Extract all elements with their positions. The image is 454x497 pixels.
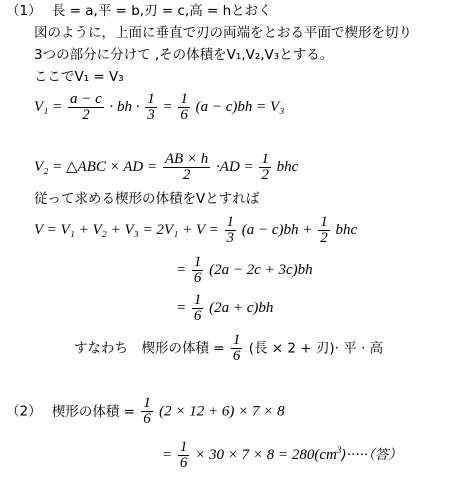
part2-answer-mark: )·····（答） — [341, 446, 402, 463]
step2-equation — [176, 255, 313, 286]
conclusion-fraction — [231, 333, 243, 364]
conclusion-lead: すなわち 楔形の体積 = — [74, 340, 225, 357]
vsum-fraction-1 — [225, 215, 237, 246]
part2-line-2-tail: × 30 × 7 × 8 = 280(cm — [195, 446, 337, 463]
part2-line-1-tail: (2 × 12 + 6) × 7 × 8 — [159, 403, 285, 420]
v1-lhs: V₁ = — [34, 98, 63, 115]
v1-tail: (a − c)bh = V₃ — [195, 98, 285, 115]
step2-tail: (2a − 2c + 3c)bh — [209, 261, 313, 278]
v2-fraction-2 — [259, 152, 271, 183]
step2-fraction — [192, 255, 204, 286]
step3-fraction-numerator: 1 — [193, 292, 202, 308]
v1-fraction-3 — [178, 92, 190, 123]
v1-fraction-3-denominator: 6 — [180, 107, 188, 123]
v1-fraction-2-numerator: 1 — [147, 91, 155, 107]
v2-equation — [34, 152, 298, 183]
part1-label: （1） — [6, 3, 42, 19]
vsum-fraction-2 — [318, 215, 330, 246]
vsum-tail: bhc — [335, 221, 358, 238]
v1-equation — [34, 92, 284, 123]
vsum-fraction-1-denominator: 3 — [226, 230, 235, 246]
v1-middle: · bh · — [109, 98, 140, 115]
part2-fraction-2 — [178, 440, 190, 471]
v2-tail: bhc — [276, 158, 299, 175]
part2-exponent: 3 — [336, 444, 342, 455]
part2-fraction-1-denominator: 6 — [143, 411, 151, 427]
part2-line-1 — [6, 396, 285, 427]
v2-fraction-2-numerator: 1 — [261, 151, 269, 167]
conclusion-tail: (長 × 2 + 刃)· 平 · 高 — [248, 340, 384, 357]
v2-fraction-1-numerator: AB × h — [164, 151, 209, 167]
part2-line-2 — [162, 440, 402, 471]
part2-fraction-1 — [141, 396, 153, 427]
conclusion-fraction-denominator: 6 — [232, 348, 241, 364]
conclusion-fraction-numerator: 1 — [232, 332, 241, 348]
part1-definition-line — [6, 2, 272, 20]
conclusion-line — [74, 333, 383, 364]
part1-definition: 長 = a,平 = b,刃 = c,高 = hとおく — [51, 3, 272, 19]
v1-fraction-1-denominator: 2 — [82, 107, 90, 123]
v2-middle: ·AD = — [216, 158, 254, 175]
vsum-lhs: V = V₁ + V₂ + V₃ = 2V₁ + V = — [34, 221, 219, 238]
part2-fraction-1-numerator: 1 — [143, 395, 151, 411]
part1-description-3: ここでV₁ = V₃ — [34, 69, 124, 85]
part2-line-2-equals: = — [162, 446, 173, 463]
v2-fraction-2-denominator: 2 — [261, 167, 269, 183]
step2-fraction-denominator: 6 — [193, 270, 202, 286]
step3-tail: (2a + c)bh — [209, 299, 274, 316]
vsum-equation — [34, 215, 357, 246]
part1-description-1: 図のように，上面に垂直で刃の両端をとおる平面で楔形を切り — [34, 25, 412, 41]
v1-fraction-1 — [68, 92, 104, 123]
part2-fraction-2-denominator: 6 — [179, 455, 188, 471]
therefore-line: 従って求める楔形の体積をVとすれば — [34, 191, 260, 207]
step3-fraction — [192, 293, 204, 324]
vsum-fraction-2-numerator: 1 — [320, 214, 328, 230]
step3-equals: = — [176, 299, 187, 316]
step2-fraction-numerator: 1 — [193, 254, 202, 270]
part2-label: （2） — [6, 403, 42, 420]
v1-fraction-2 — [145, 92, 157, 123]
v1-equals: = — [162, 98, 173, 115]
v2-fraction-1 — [163, 152, 210, 183]
v1-fraction-3-numerator: 1 — [180, 91, 188, 107]
part1-description-2: 3つの部分に分けて ,その体積をV₁,V₂,V₃とする。 — [34, 47, 334, 63]
vsum-fraction-1-numerator: 1 — [226, 214, 235, 230]
v2-fraction-1-denominator: 2 — [182, 167, 191, 183]
step3-fraction-denominator: 6 — [193, 308, 202, 324]
vsum-middle: (a − c)bh + — [241, 221, 313, 238]
vsum-fraction-2-denominator: 2 — [320, 230, 328, 246]
v1-fraction-2-denominator: 3 — [147, 107, 155, 123]
step3-equation — [176, 293, 273, 324]
part2-lead: 楔形の体積 = — [51, 403, 135, 420]
step2-equals: = — [176, 261, 187, 278]
v1-fraction-1-numerator: a − c — [70, 91, 102, 107]
part2-fraction-2-numerator: 1 — [179, 439, 188, 455]
v2-lhs: V₂ = △ABC × AD = — [34, 158, 158, 175]
